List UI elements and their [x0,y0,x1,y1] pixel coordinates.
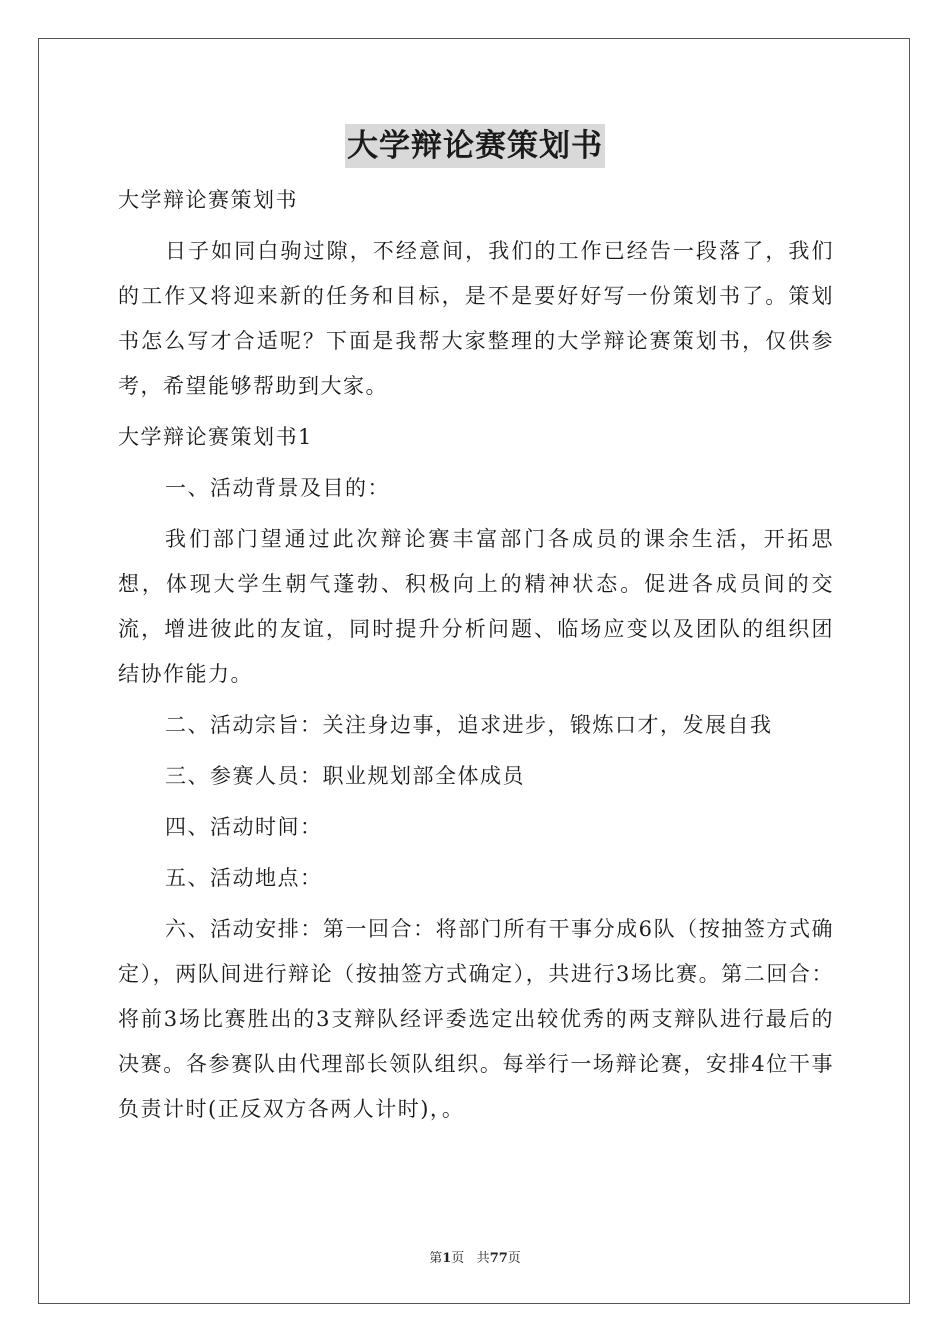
footer-total-suffix: 页 [507,1251,521,1266]
section-heading: 大学辩论赛策划书1 [118,425,313,449]
footer-total-prefix: 共 [476,1251,490,1266]
paragraph-participants: 三、参赛人员：职业规划部全体成员 [165,764,525,788]
document-title: 大学辩论赛策划书 [345,124,605,168]
footer-total-pages: 77 [489,1251,508,1266]
paragraph-item-1-heading: 一、活动背景及目的： [165,476,390,500]
paragraph-subtitle: 大学辩论赛策划书 [118,188,298,212]
paragraph-arrangement: 六、活动安排：第一回合：将部门所有干事分成6队（按抽签方式确定），两队间进行辩论（按抽签方式确定），共进行3场比赛。第二回合：将前3场比赛胜出的3支辩队经评委选定出较优秀的两支辩队进行最后的决赛。各参赛队由代理部长领队组织。每举行一场辩论赛，安排4位干事负责计时(正反双方各两人计时)，。 [118,917,834,1121]
footer-page-suffix: 页 [451,1251,465,1266]
paragraph-time: 四、活动时间： [165,815,323,839]
paragraph-location: 五、活动地点： [165,866,323,890]
paragraph-intro: 日子如同白驹过隙，不经意间，我们的工作已经告一段落了，我们的工作又将迎来新的任务和目标，是不是要好好写一份策划书了。策划书怎么写才合适呢？下面是我帮大家整理的大学辩论赛策划书，仅供参考，希望能够帮助到大家。 [118,239,834,398]
paragraph-purpose: 二、活动宗旨：关注身边事，追求进步，锻炼口才，发展自我 [165,713,773,737]
page-footer [0,1247,950,1266]
footer-prefix: 第 [429,1251,443,1266]
footer-page-number: 1 [442,1251,452,1266]
document-body [118,178,834,1132]
title-wrapper [0,124,950,168]
paragraph-background: 我们部门望通过此次辩论赛丰富部门各成员的课余生活，开拓思想，体现大学生朝气蓬勃、积极向上的精神状态。促进各成员间的交流，增进彼此的友谊，同时提升分析问题、临场应变以及团队的组织团结协作能力。 [118,527,834,686]
